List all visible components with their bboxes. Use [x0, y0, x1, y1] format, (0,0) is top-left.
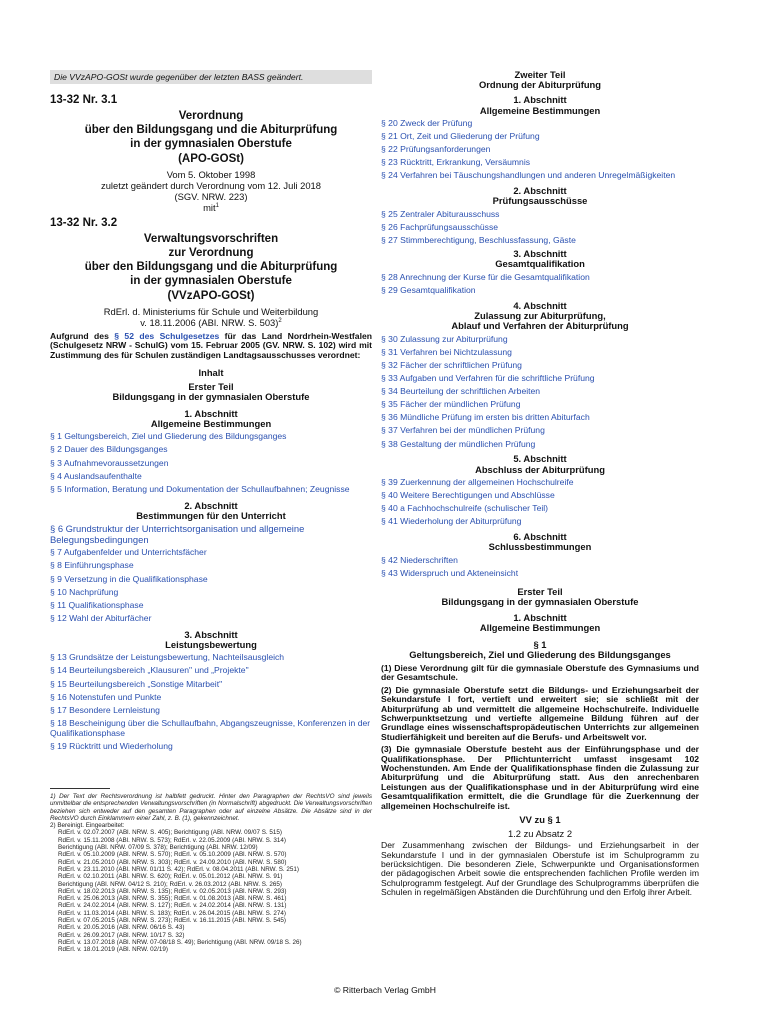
- toc-link[interactable]: § 35 Fächer der mündlichen Prüfung: [381, 399, 521, 410]
- vv-1-2-text: Der Zusammenhang zwischen der Bildungs- und Erziehungsarbeit in der Sekundarstufe I und in der gymnasialen Oberstufe ist im Schulprogramm zu berücksichtigen. Die besonderen Ziele, Schwerpunkte und Organisationsformen der pädagogischen Arbeit sowie die entsprechenden fachlichen Profile werden im Schulprogramm festgelegt. Auf der Grundlage des Schulprogramms überprüfen die Schulen in regelmäßigen Abständen die Durchführung und den Erfolg ihrer Arbeit.: [381, 840, 699, 898]
- toc-link[interactable]: § 9 Versetzung in die Qualifikationsphase: [50, 573, 208, 584]
- toc-link[interactable]: § 40 a Fachhochschulreife (schulischer Teil): [381, 503, 549, 514]
- toc-link[interactable]: § 26 Fachprüfungsausschüsse: [381, 222, 499, 233]
- toc-link[interactable]: § 37 Verfahren bei der mündlichen Prüfung: [381, 425, 545, 436]
- footnote-2-line: RdErl. v. 02.10.2011 (ABl. NRW. S. 620); RdErl. v. 05.01.2012 (ABl. NRW. S. 91): [58, 873, 283, 881]
- footnote-divider: [50, 788, 110, 789]
- footnote-2-line: RdErl. v. 18.01.2019 (ABl. NRW. 02/19): [58, 946, 169, 954]
- toc-links-abschnitt-2: [50, 524, 372, 623]
- toc-link[interactable]: § 42 Niederschriften: [381, 554, 458, 565]
- paragraph-1-absatz-2: (2) Die gymnasiale Oberstufe setzt die Bildungs- und Erziehungsarbeit der Sekundarstufe I fort, vertieft und erweitert sie; sie schließt mit der Abiturprüfung ab und vermittelt die allgemeine Hochschulreife. Individuelle Schwerpunktsetzung und vertiefte allgemeine Bildung führen auf der Grundlage eines wissenschaftspropädeutischen Unterrichts zur allgemeinen Studierfähigkeit und bereiten auf die Berufs- und Arbeitswelt vor.: [381, 684, 699, 742]
- toc-link[interactable]: § 17 Besondere Lernleistung: [50, 704, 160, 715]
- toc-link[interactable]: § 29 Gesamtqualifikation: [381, 285, 476, 296]
- footnote-2-line: Berichtigung (ABl. NRW. 04/12 S. 210); RdErl. v. 26.03.2012 (ABl. NRW. S. 265): [58, 880, 282, 888]
- bass-number-3-1: 13-32 Nr. 3.1: [50, 94, 118, 106]
- footnote-2-line: RdErl. v. 26.09.2017 (ABl. NRW. 10/17 S. 32): [58, 931, 185, 939]
- footnote-2-line: RdErl. v. 13.07.2018 (ABl. NRW. 07-08/18 S. 49); Berichtigung (ABl. NRW. 09/18 S. 26): [58, 938, 302, 946]
- toc-link[interactable]: § 25 Zentraler Abiturausschuss: [381, 208, 500, 219]
- toc-links-abschnitt-1: [50, 432, 372, 494]
- heading-r-abschnitt-6: 6. Abschnitt Schlussbestimmungen: [488, 531, 592, 553]
- toc-links-r-4: [381, 335, 699, 450]
- heading-paragraph-1: § 1 Geltungsbereich, Ziel und Gliederung des Bildungsganges: [409, 638, 671, 660]
- toc-link[interactable]: § 21 Ort, Zeit und Gliederung der Prüfung: [381, 131, 540, 142]
- toc-links-r-3: [381, 273, 699, 296]
- toc-link[interactable]: § 6 Grundstruktur der Unterrichtsorganisation und allgemeine Belegungsbedingungen: [50, 523, 305, 545]
- footnote-2-line: RdErl. v. 23.11.2010 (ABl. NRW. 01/11 S. 42); RdErl. v. 08.04.2011 (ABl. NRW. S. 251): [58, 865, 300, 873]
- title-apo-gost: Verordnung über den Bildungsgang und die Abiturprüfung in der gymnasialen Oberstufe (APO-GOSt): [84, 110, 338, 165]
- footnote-2-line: RdErl. v. 24.02.2014 (ABl. NRW. S. 127); RdErl. v. 24.02.2014 (ABl. NRW. S. 131): [58, 902, 287, 910]
- toc-link[interactable]: § 4 Auslandsaufenthalte: [50, 470, 142, 481]
- toc-link[interactable]: § 10 Nachprüfung: [50, 586, 119, 597]
- toc-link[interactable]: § 34 Beurteilung der schriftlichen Arbeiten: [381, 386, 541, 397]
- footnote-2-line: RdErl. v. 11.03.2014 (ABl. NRW. S. 183); RdErl. v. 26.04.2015 (ABl. NRW. S. 274): [58, 909, 286, 917]
- toc-link[interactable]: § 41 Wiederholung der Abiturprüfung: [381, 516, 522, 527]
- heading-zweiter-teil: Zweiter Teil Ordnung der Abiturprüfung: [478, 69, 602, 91]
- heading-erster-teil-body: Erster Teil Bildungsgang in der gymnasialen Oberstufe: [441, 585, 639, 607]
- footnotes: [50, 788, 372, 954]
- link-schulgesetz[interactable]: § 52 des Schulgesetzes: [114, 330, 220, 341]
- heading-inhalt: Inhalt: [198, 367, 224, 379]
- toc-link[interactable]: § 24 Verfahren bei Täuschungshandlungen und anderen Unregelmäßigkeiten: [381, 170, 676, 181]
- toc-link[interactable]: § 16 Notenstufen und Punkte: [50, 691, 162, 702]
- toc-link[interactable]: § 38 Gestaltung der mündlichen Prüfung: [381, 438, 536, 449]
- toc-link[interactable]: § 20 Zweck der Prüfung: [381, 118, 473, 129]
- toc-link[interactable]: § 7 Aufgabenfelder und Unterrichtsfächer: [50, 547, 207, 558]
- left-column: [50, 70, 372, 755]
- footnote-ref-1[interactable]: 1: [215, 202, 219, 209]
- right-column: [381, 70, 699, 901]
- toc-link[interactable]: § 8 Einführungsphase: [50, 560, 134, 571]
- toc-link[interactable]: § 2 Dauer des Bildungsganges: [50, 444, 168, 455]
- footnote-2-line: Berichtigung (ABl. NRW. 07/09 S. 378); Berichtigung (ABl. NRW. 12/09): [58, 844, 258, 852]
- change-notice: Die VVzAPO-GOSt wurde gegenüber der letzten BASS geändert.: [50, 70, 372, 84]
- heading-abschnitt-1: 1. Abschnitt Allgemeine Bestimmungen: [150, 407, 272, 429]
- toc-link[interactable]: § 36 Mündliche Prüfung im ersten bis dritten Abiturfach: [381, 412, 590, 423]
- footnote-2-line: RdErl. v. 15.11.2008 (ABl. NRW. S. 573); RdErl. v. 22.05.2009 (ABl. NRW. S. 314): [58, 836, 286, 844]
- copyright-footer: © Ritterbach Verlag GmbH: [334, 985, 436, 995]
- toc-link[interactable]: § 5 Information, Beratung und Dokumentation der Schullaufbahnen; Zeugnisse: [50, 483, 350, 494]
- toc-links-abschnitt-3: [50, 653, 372, 751]
- heading-erster-teil: Erster Teil Bildungsgang in der gymnasialen Oberstufe: [112, 381, 310, 403]
- heading-abschnitt-3: 3. Abschnitt Leistungsbewertung: [165, 628, 257, 650]
- toc-link[interactable]: § 12 Wahl der Abiturfächer: [50, 612, 152, 623]
- toc-links-r-5: [381, 478, 699, 527]
- toc-link[interactable]: § 33 Aufgaben und Verfahren für die schriftliche Prüfung: [381, 373, 595, 384]
- toc-link[interactable]: § 15 Beurteilungsbereich „Sonstige Mitarbeit": [50, 678, 223, 689]
- toc-link[interactable]: § 14 Beurteilungsbereich „Klausuren" und „Projekte": [50, 665, 249, 676]
- footnote-2-head: 2) Bereinigt. Eingearbeitet:: [50, 822, 125, 830]
- toc-link[interactable]: § 43 Widerspruch und Akteneinsicht: [381, 567, 519, 578]
- heading-vv-zu-1: VV zu § 1: [519, 814, 561, 825]
- paragraph-1-absatz-3: (3) Die gymnasiale Oberstufe besteht aus der Einführungsphase und der Qualifikationsphase. Der Pflichtunterricht umfasst insgesamt 102 Wochenstunden. Am Ende der Qualifikationsphase finden die Zulassung zur Abiturprüfung und die Abiturprüfung statt. Aus den anrechenbaren Leistungen aus der Qualifikationsphase und in der Abiturprüfung wird eine Gesamtqualifikation ermittelt, die die Grundlage für die Zuerkennung der allgemeinen Hochschulreife ist.: [381, 744, 699, 811]
- footnote-2-line: RdErl. v. 05.10.2009 (ABl. NRW. S. 570); RdErl. v. 05.10.2009 (ABl. NRW. S. 570): [58, 851, 287, 859]
- toc-link[interactable]: § 40 Weitere Berechtigungen und Abschlüsse: [381, 490, 555, 501]
- footnote-2-line: RdErl. v. 18.02.2013 (ABl. NRW. S. 135); RdErl. v. 02.05.2013 (ABl. NRW. S. 293): [58, 887, 287, 895]
- toc-link[interactable]: § 31 Verfahren bei Nichtzulassung: [381, 346, 512, 357]
- footnote-2-line: RdErl. v. 07.05.2015 (ABl. NRW. S. 273); RdErl. v. 16.11.2015 (ABl. NRW. S. 545): [58, 917, 286, 925]
- rderl-info: RdErl. d. Ministeriums für Schule und Weiterbildung v. 18.11.2006 (ABl. NRW. S. 503)$^2$: [103, 305, 319, 328]
- heading-r-abschnitt-2: 2. Abschnitt Prüfungsausschüsse: [492, 185, 588, 207]
- bass-number-3-2: 13-32 Nr. 3.2: [50, 216, 118, 229]
- heading-r-abschnitt-1: 1. Abschnitt Allgemeine Bestimmungen: [479, 94, 601, 116]
- footnote-2-line: RdErl. v. 21.05.2010 (ABl. NRW. S. 303); RdErl. v. 24.09.2010 (ABl. NRW. S. 580): [58, 858, 287, 866]
- date-apo-gost: Vom 5. Oktober 1998 zuletzt geändert durch Verordnung vom 12. Juli 2018 (SGV. NRW. 223) mit$^1$: [101, 168, 321, 213]
- heading-abschnitt-1-body: 1. Abschnitt Allgemeine Bestimmungen: [479, 612, 601, 634]
- toc-link[interactable]: § 11 Qualifikationsphase: [50, 599, 144, 610]
- heading-vv-1-2: 1.2 zu Absatz 2: [507, 828, 573, 840]
- toc-link[interactable]: § 32 Fächer der schriftlichen Prüfung: [381, 359, 522, 370]
- toc-links-r-1: [381, 119, 699, 181]
- toc-link[interactable]: § 23 Rücktritt, Erkrankung, Versäumnis: [381, 157, 531, 168]
- footnote-2-line: RdErl. v. 20.05.2016 (ABl. NRW. 06/16 S. 43): [58, 924, 185, 932]
- title-vvzapo-gost: Verwaltungsvorschriften zur Verordnung über den Bildungsgang und die Abiturprüfung in der gymnasialen Oberstufe (VVzAPO-GOSt): [84, 232, 338, 302]
- heading-r-abschnitt-4: 4. Abschnitt Zulassung zur Abiturprüfung, Ablauf und Verfahren der Abiturprüfung: [451, 299, 629, 332]
- toc-link[interactable]: § 22 Prüfungsanforderungen: [381, 144, 491, 155]
- toc-link[interactable]: § 1 Geltungsbereich, Ziel und Gliederung des Bildungsganges: [50, 431, 287, 442]
- footnote-2-list: [50, 829, 372, 953]
- toc-link[interactable]: § 3 Aufnahmevoraussetzungen: [50, 457, 169, 468]
- toc-links-r-2: [381, 210, 699, 246]
- heading-r-abschnitt-5: 5. Abschnitt Abschluss der Abiturprüfung: [475, 453, 605, 475]
- heading-abschnitt-2: 2. Abschnitt Bestimmungen für den Unterricht: [136, 499, 286, 521]
- toc-link[interactable]: § 27 Stimmberechtigung, Beschlussfassung, Gäste: [381, 235, 576, 246]
- toc-link[interactable]: § 28 Anrechnung der Kurse für die Gesamtqualifikation: [381, 271, 590, 282]
- footnote-2-line: RdErl. v. 25.06.2013 (ABl. NRW. S. 355); RdErl. v. 01.08.2013 (ABl. NRW. S. 461): [58, 895, 287, 903]
- toc-link[interactable]: § 30 Zulassung zur Abiturprüfung: [381, 333, 508, 344]
- footnote-2-line: RdErl. v. 02.07.2007 (ABl. NRW. S. 405); Berichtigung (ABl. NRW. 09/07 S. 515): [58, 829, 282, 837]
- heading-r-abschnitt-3: 3. Abschnitt Gesamtqualifikation: [495, 248, 585, 270]
- toc-link[interactable]: § 39 Zuerkennung der allgemeinen Hochschulreife: [381, 477, 574, 488]
- toc-link[interactable]: § 18 Bescheinigung über die Schullaufbahn, Abgangszeugnisse, Konferenzen in der Qualifikationsphase: [50, 717, 371, 738]
- toc-link[interactable]: § 13 Grundsätze der Leistungsbewertung, Nachteilsausgleich: [50, 652, 285, 663]
- mit-label: mit: [203, 201, 216, 213]
- toc-links-r-6: [381, 556, 699, 579]
- toc-link[interactable]: § 19 Rücktritt und Wiederholung: [50, 740, 173, 751]
- footnote-ref-2[interactable]: 2: [278, 317, 282, 324]
- paragraph-1-absatz-1: (1) Diese Verordnung gilt für die gymnasiale Oberstufe des Gymnasiums und der Gesamtschule.: [381, 662, 699, 683]
- preamble: Aufgrund des § 52 des Schulgesetzes für das Land Nordrhein-Westfalen (Schulgesetz NRW - SchulG) vom 15. Februar 2005 (GV. NRW. S. 102) wird mit Zustimmung des für Schulen zuständigen Landtagsausschusses verordnet:: [50, 330, 372, 360]
- footnote-1: 1) Der Text der Rechtsverordnung ist halbfett gedruckt. Hinter den Paragraphen der RechtsVO sind jeweils unmittelbar die entsprechenden Verwaltungsvorschriften (in Normalschrift) abgedruckt. Die Verwaltungsvorschriften beziehen sich entweder auf den gesamten Paragraphen oder auf einzelne Absätze. Die Absätze sind in der RechtsVO durch Einklammern einer Zahl, z. B. (1), gekennzeichnet.: [50, 793, 372, 822]
